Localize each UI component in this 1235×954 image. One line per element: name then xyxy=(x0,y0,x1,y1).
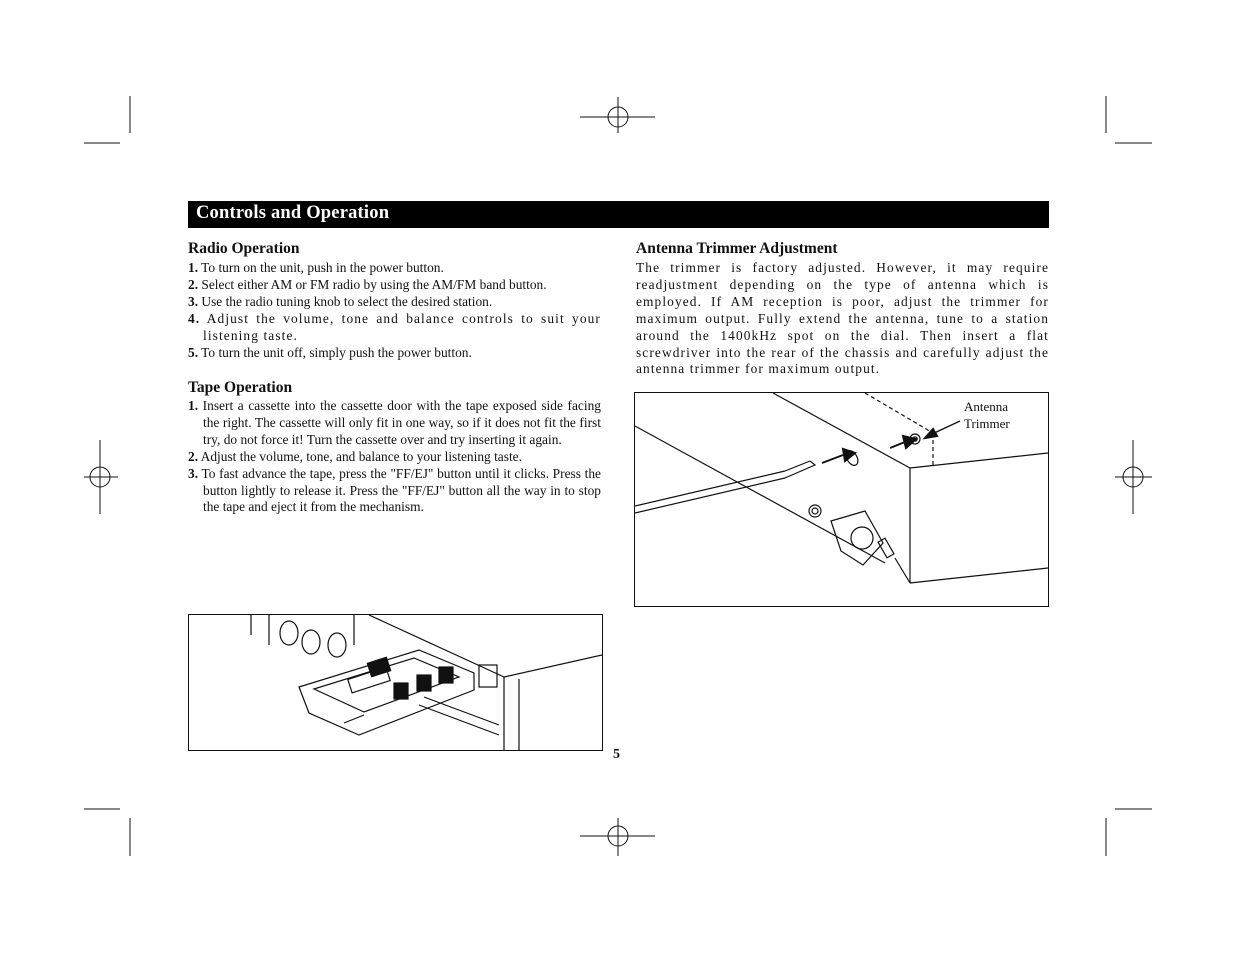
antenna-trimmer-callout: Antenna Trimmer xyxy=(964,399,1010,431)
antenna-trimmer-heading: Antenna Trimmer Adjustment xyxy=(636,240,838,257)
registration-mark-top xyxy=(580,97,655,133)
cassette-insertion-illustration xyxy=(188,614,603,751)
antenna-trimmer-illustration xyxy=(634,392,1049,607)
section-title: Controls and Operation xyxy=(196,203,390,223)
tape-steps-list xyxy=(188,398,601,516)
registration-mark-right xyxy=(1115,440,1152,514)
radio-steps-list xyxy=(188,260,601,361)
radio-operation-heading: Radio Operation xyxy=(188,240,300,257)
list-item: 1. Insert a cassette into the cassette door with the tape exposed side facing the right. The cassette will only fit in one way, so if it does not fit the first try, do not force it! Turn the cassette over and try inserting it again. xyxy=(188,398,601,447)
section-header-bar xyxy=(188,201,1049,228)
registration-mark-left xyxy=(84,440,118,514)
antenna-trimmer-section xyxy=(636,239,1049,378)
radio-operation-section xyxy=(188,239,601,361)
antenna-trimmer-body: The trimmer is factory adjusted. However, it may require readjustment depending on the type of antenna which is employed. If AM reception is poor, adjust the trimmer for maximum output. Fully extend the antenna, tune to a station around the 1400kHz spot on the dial. Then insert a flat screwdriver into the rear of the chassis and carefully adjust the antenna trimmer for maximum output. xyxy=(636,260,1049,377)
list-item: 2. Adjust the volume, tone, and balance to your listening taste. xyxy=(188,448,522,464)
list-item: 3. Use the radio tuning knob to select the desired station. xyxy=(188,293,493,309)
list-item: 5. To turn the unit off, simply push the power button. xyxy=(188,344,472,360)
tape-operation-section xyxy=(188,378,601,516)
registration-mark-bottom xyxy=(580,818,655,856)
page-number: 5 xyxy=(613,747,620,762)
list-item: 4. Adjust the volume, tone and balance controls to suit your listening taste. xyxy=(188,310,601,343)
list-item: 1. To turn on the unit, push in the power button. xyxy=(188,260,444,275)
tape-operation-heading: Tape Operation xyxy=(188,379,293,396)
list-item: 3. To fast advance the tape, press the "FF/EJ" button until it clicks. Press the button lightly to release it. Press the "FF/EJ" button all the way in to stop the tape and eject it from the mechanism. xyxy=(188,465,602,515)
cassette-drawing xyxy=(189,615,602,750)
list-item: 2. Select either AM or FM radio by using the AM/FM band button. xyxy=(188,276,547,292)
